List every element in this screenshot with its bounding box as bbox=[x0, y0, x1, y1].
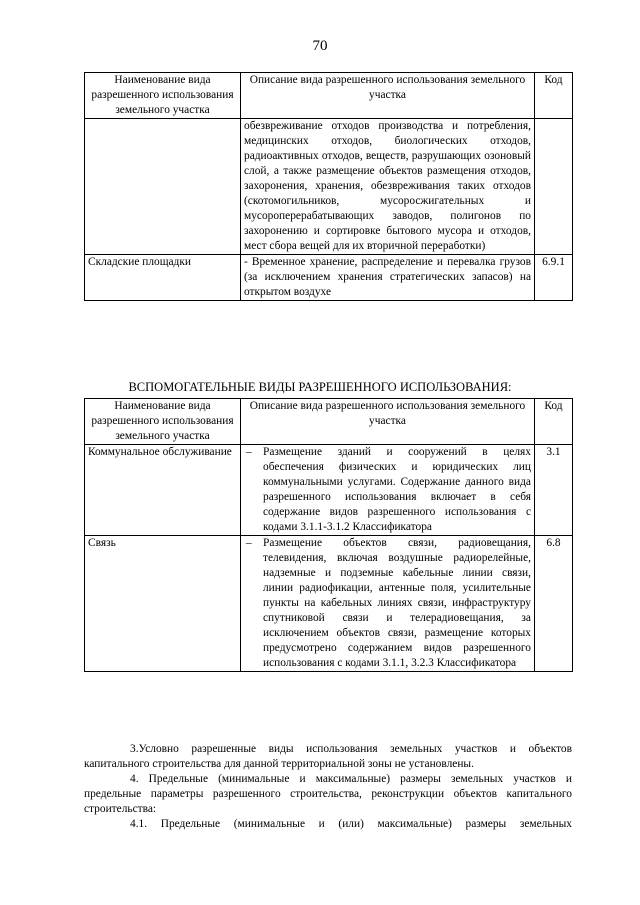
header-description-cell: Описание вида разрешенного использования земельного участка bbox=[241, 399, 535, 445]
auxiliary-use-table bbox=[84, 398, 573, 672]
use-name-cell bbox=[85, 119, 241, 255]
use-description-text: Размещение объектов связи, радиовещания, телевидения, включая воздушные радиорелейные, надземные и подземные кабельные линии связи, линии радиофикации, антенные поля, усилительные пункты на кабельных линиях связи, инфраструктуру спутниковой связи и телерадиовещания, за исключением объектов связи, размещение которых предусмотрено содержанием видов разрешенного использования с кодами 3.1.1, 3.2.3 Классификатора bbox=[263, 537, 531, 669]
header-name-cell: Наименование вида разрешенного использования земельного участка bbox=[85, 399, 241, 445]
permitted-use-table-continued bbox=[84, 72, 573, 301]
use-description-cell: - Временное хранение, распределение и перевалка грузов (за исключением хранения стратегических запасов) на открытом воздухе bbox=[241, 255, 535, 301]
table-row bbox=[85, 119, 573, 255]
table-row bbox=[85, 255, 573, 301]
paragraph-limits: 4. Предельные (минимальные и максимальные) размеры земельных участков и предельные параметры разрешенного строительства, реконструкции объектов капитального строительства: bbox=[84, 773, 572, 815]
page-number: 70 bbox=[312, 38, 328, 54]
section-heading: ВСПОМОГАТЕЛЬНЫЕ ВИДЫ РАЗРЕШЕННОГО ИСПОЛЬЗОВАНИЯ: bbox=[128, 380, 512, 394]
use-description-cell bbox=[241, 445, 535, 536]
body-text bbox=[84, 742, 572, 832]
table-header-row bbox=[85, 73, 573, 119]
use-description-cell bbox=[241, 536, 535, 672]
table-header-row bbox=[85, 399, 573, 445]
use-name-cell: Складские площадки bbox=[85, 255, 241, 301]
table-row bbox=[85, 445, 573, 536]
list-dash: – bbox=[246, 446, 252, 458]
use-name-cell: Коммунальное обслуживание bbox=[85, 445, 241, 536]
header-code-cell: Код bbox=[535, 399, 573, 445]
paragraph-conditional-uses: 3.Условно разрешенные виды использования земельных участков и объектов капитального строительства для данной территориальной зоны не установлены. bbox=[84, 743, 572, 770]
use-code-cell bbox=[535, 119, 573, 255]
use-code-cell: 6.8 bbox=[535, 536, 573, 672]
list-dash: – bbox=[246, 537, 252, 549]
header-description-cell: Описание вида разрешенного использования земельного участка bbox=[241, 73, 535, 119]
table-row bbox=[85, 536, 573, 672]
use-name-cell: Связь bbox=[85, 536, 241, 672]
header-name-cell: Наименование вида разрешенного использования земельного участка bbox=[85, 73, 241, 119]
paragraph-limits-4-1: 4.1. Предельные (минимальные и (или) максимальные) размеры земельных bbox=[130, 818, 572, 830]
use-code-cell: 3.1 bbox=[535, 445, 573, 536]
use-description-cell: обезвреживание отходов производства и потребления, медицинских отходов, биологических отходов, радиоактивных отходов, веществ, разрушающих озоновый слой, а также размещение объектов размещения отходов, захоронения, хранения, обезвреживания таких отходов (скотомогильников, мусоросжигательных и мусороперерабатывающих заводов, полигонов по захоронению и сортировке бытового мусора и отходов, мест сбора вещей для их вторичной переработки) bbox=[241, 119, 535, 255]
use-description-text: Размещение зданий и сооружений в целях обеспечения физических и юридических лиц коммунальными услугами. Содержание данного вида разрешенного использования включает в себя содержание видов разрешенного использования с кодами 3.1.1-3.1.2 Классификатора bbox=[263, 446, 531, 533]
use-code-cell: 6.9.1 bbox=[535, 255, 573, 301]
header-code-cell: Код bbox=[535, 73, 573, 119]
